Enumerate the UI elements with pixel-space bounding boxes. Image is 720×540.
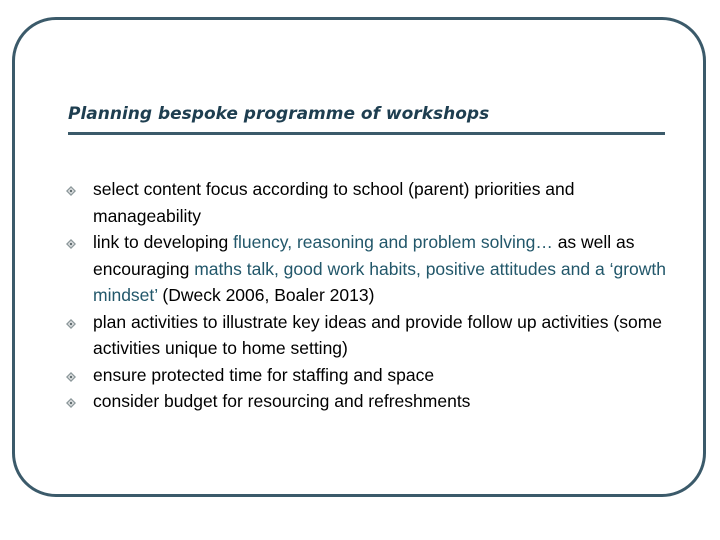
bullet-text: consider budget for resourcing and refreshments <box>93 391 471 411</box>
title-divider <box>68 132 665 135</box>
bullet-text: link to developing <box>93 232 234 252</box>
slide-title: Planning bespoke programme of workshops <box>68 104 490 124</box>
bullet-text: ensure protected time for staffing and space <box>93 364 435 385</box>
bullet-item-link-developing <box>66 229 666 309</box>
diamond-bullet-icon <box>66 186 76 196</box>
diamond-bullet-icon <box>66 319 76 329</box>
diamond-bullet-icon <box>66 398 76 408</box>
bullet-item-protected-time <box>66 362 666 389</box>
citation-text: (Dweck 2006, Boaler 2013) <box>157 285 375 305</box>
bullet-text: plan activities to illustrate key ideas and provide follow up activities (some activities unique to home setting) <box>93 311 663 358</box>
diamond-bullet-icon <box>66 372 76 382</box>
bullet-text: as well as encouraging <box>93 232 635 279</box>
bullet-item-plan-activities <box>66 309 666 362</box>
highlight-maths-talk-text: maths talk, good work habits, positive attitudes and a ‘growth mindset’ <box>93 258 666 305</box>
diamond-bullet-icon <box>66 239 76 249</box>
bullet-list <box>66 176 666 415</box>
highlight-fluency-text: fluency, reasoning and problem solving… <box>233 232 553 252</box>
bullet-item-budget <box>66 388 666 415</box>
bullet-text: select content focus according to school (parent) priorities and manageability <box>93 179 575 226</box>
bullet-item-content-focus <box>66 176 666 229</box>
